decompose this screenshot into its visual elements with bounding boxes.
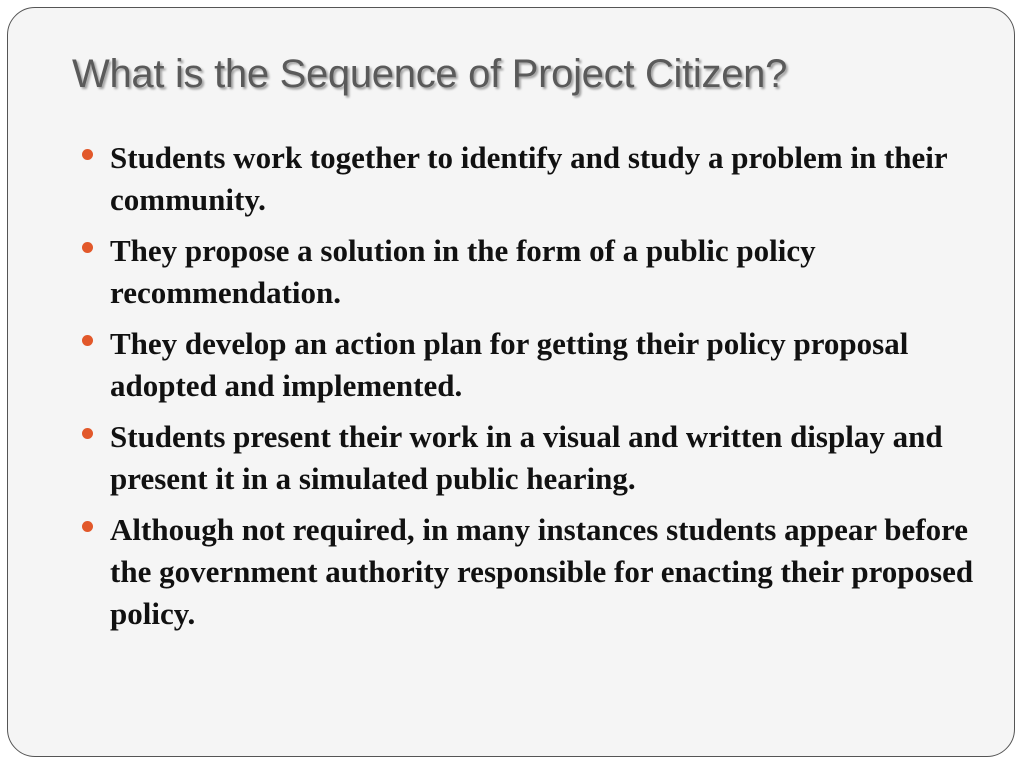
round-bullet-icon (82, 242, 93, 253)
bullet-item (78, 323, 978, 407)
bullet-list (78, 137, 978, 644)
bullet-item (78, 137, 978, 221)
round-bullet-icon (82, 521, 93, 532)
bullet-text: They develop an action plan for getting their policy proposal adopted and implemented. (110, 326, 909, 403)
slide-title: What is the Sequence of Project Citizen? (72, 52, 788, 96)
round-bullet-icon (82, 149, 93, 160)
bullet-text: Students present their work in a visual and written display and present it in a simulated public hearing. (110, 419, 943, 496)
bullet-text: Students work together to identify and study a problem in their community. (110, 140, 948, 217)
bullet-item (78, 416, 978, 500)
bullet-item (78, 230, 978, 314)
round-bullet-icon (82, 428, 93, 439)
bullet-text: Although not required, in many instances students appear before the government authority responsible for enacting their proposed policy. (110, 512, 974, 631)
round-bullet-icon (82, 335, 93, 346)
bullet-text: They propose a solution in the form of a public policy recommendation. (110, 233, 816, 310)
bullet-item (78, 509, 978, 635)
